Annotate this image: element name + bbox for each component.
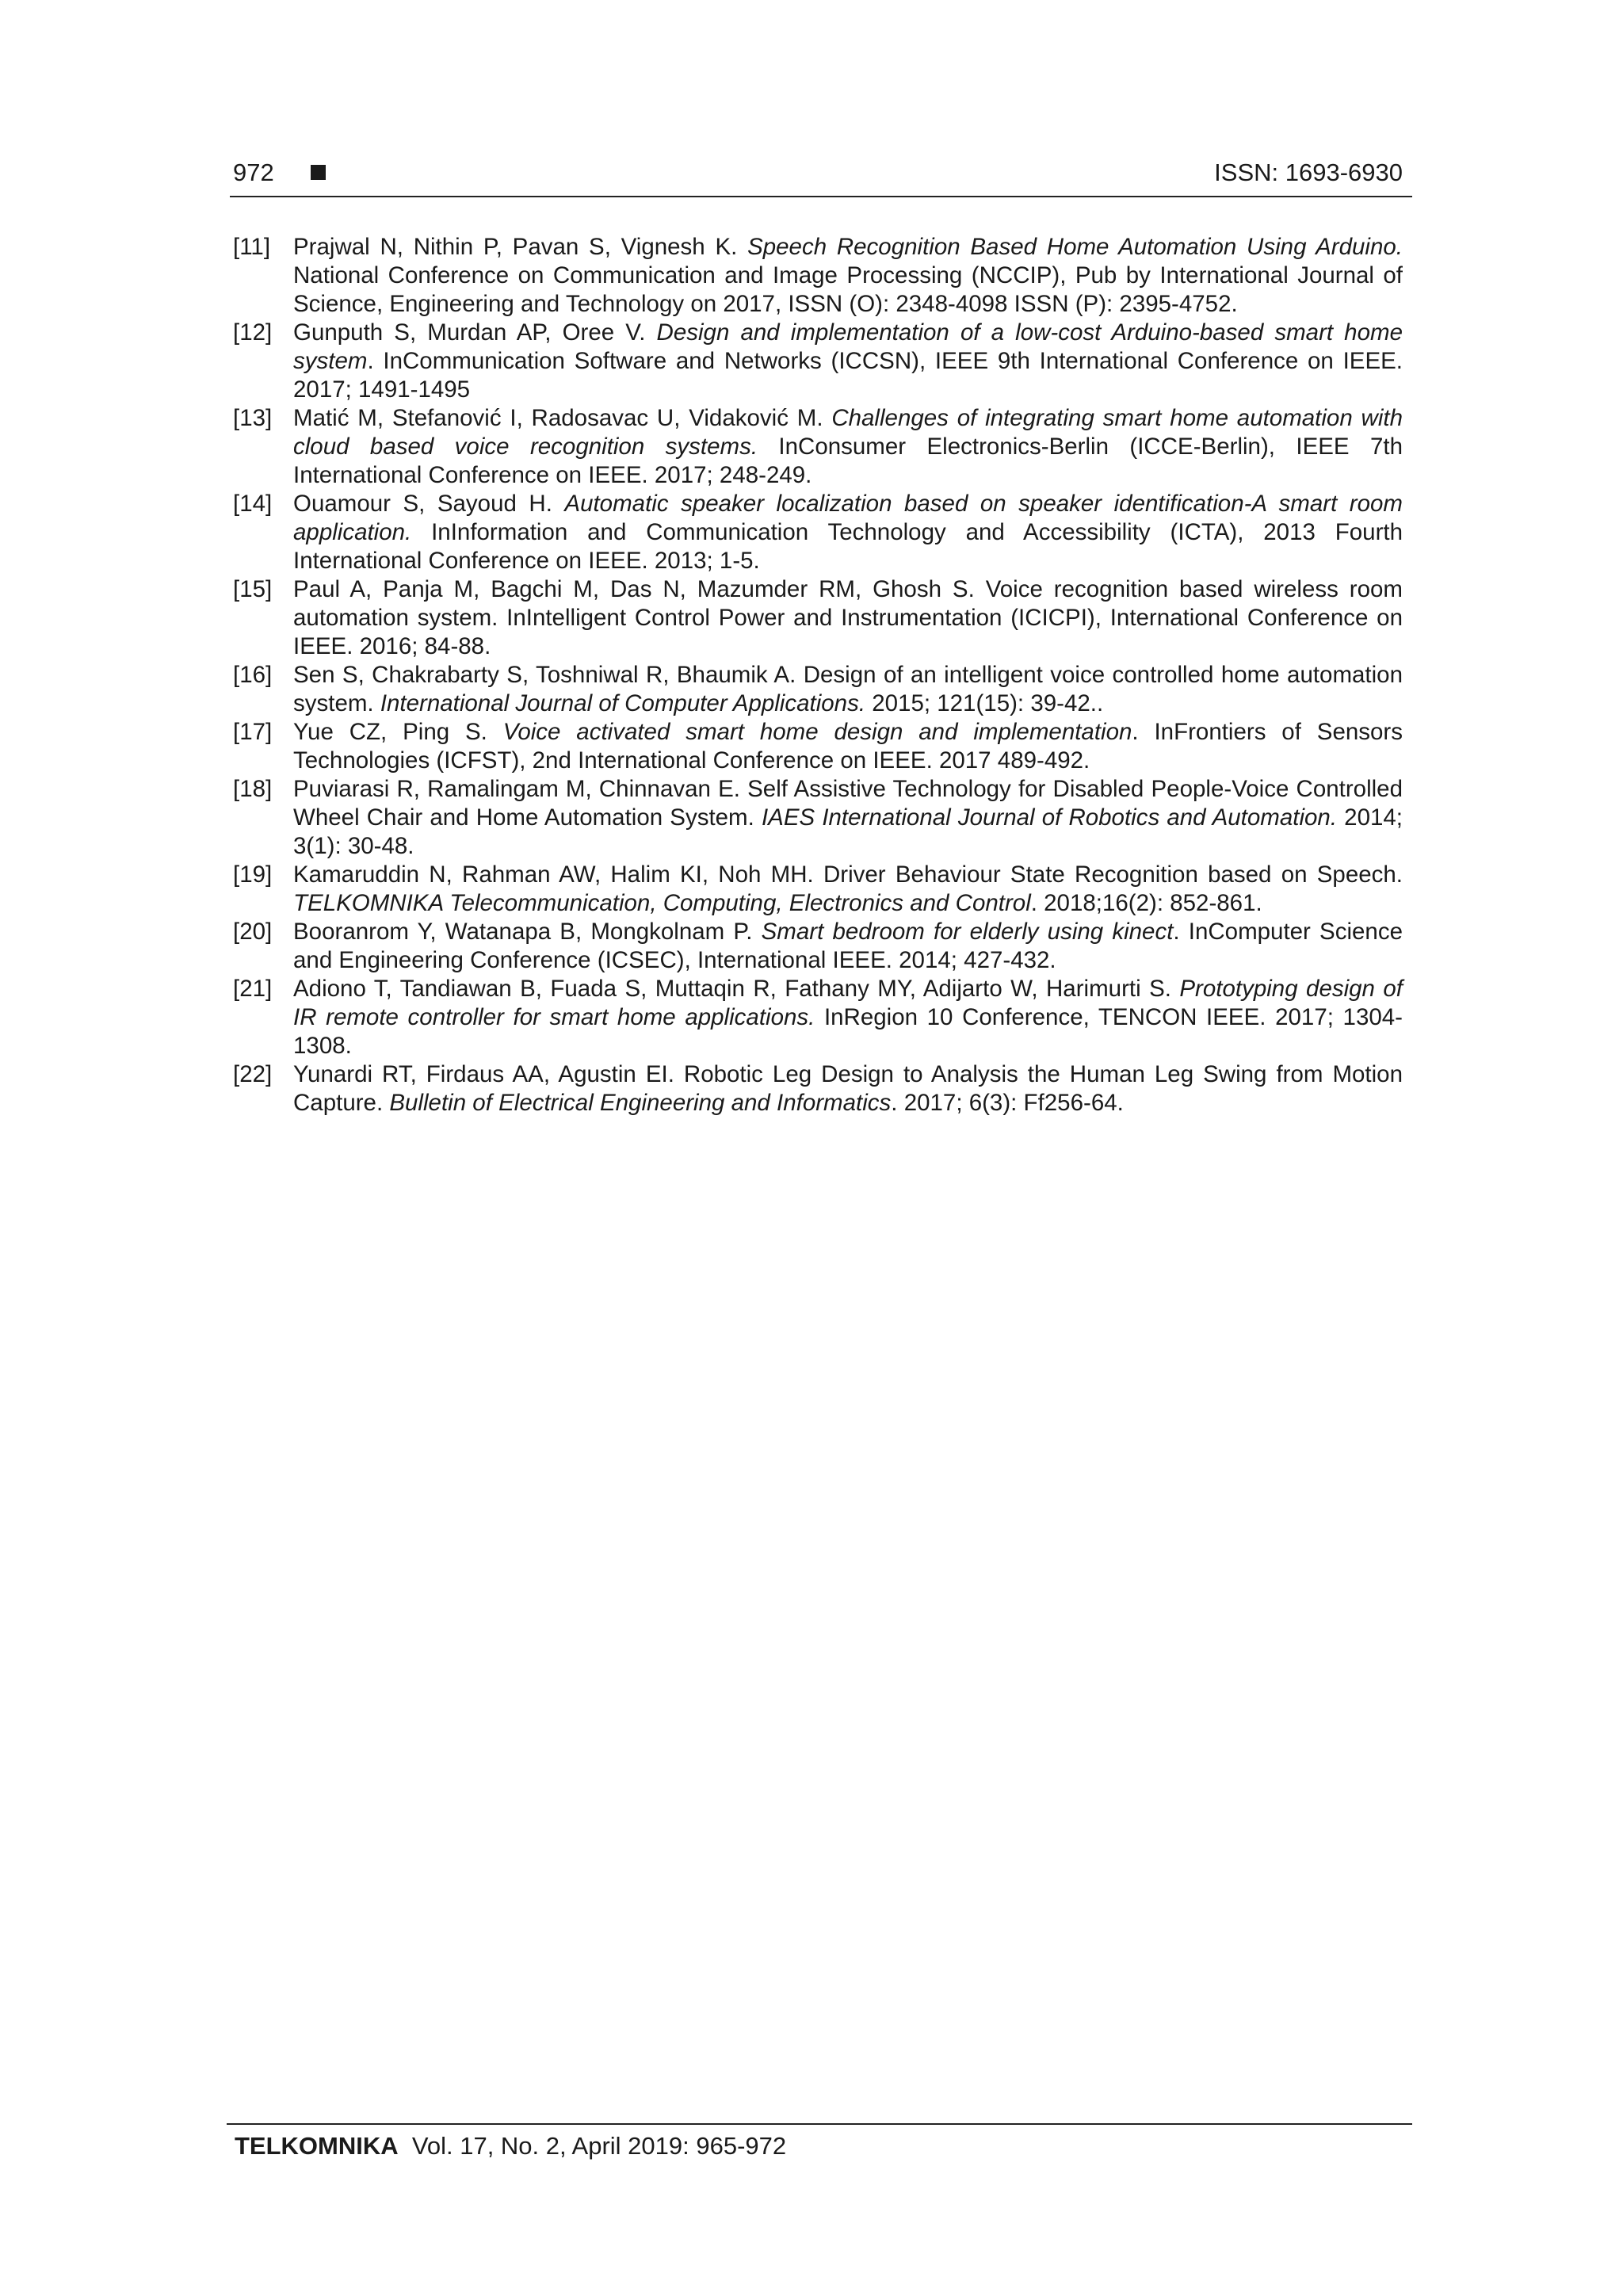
reference-text-segment: Yue CZ, Ping S. xyxy=(293,719,503,745)
reference-item xyxy=(233,918,1403,975)
reference-title-italic: TELKOMNIKA Telecommunication, Computing, Electronics and Control xyxy=(293,890,1031,916)
reference-title-italic: Voice activated smart home design and implementation xyxy=(502,719,1132,745)
reference-text-segment: Gunputh S, Murdan AP, Oree V. xyxy=(293,319,657,346)
issn-label: ISSN: 1693-6930 xyxy=(1214,159,1403,186)
reference-item xyxy=(233,575,1403,661)
reference-title-italic: Automatic speaker localization based on speaker identification-A smart room application. xyxy=(293,491,1403,545)
reference-title-italic: International Journal of Computer Applications. xyxy=(380,690,866,716)
reference-number: [18] xyxy=(233,776,273,802)
reference-text-segment: . InFrontiers of Sensors Technologies (ICFST), 2nd International Conference on IEEE. 2017 489-492. xyxy=(293,719,1403,774)
reference-number: [21] xyxy=(233,976,273,1002)
reference-number: [22] xyxy=(233,1061,273,1087)
reference-text-segment: 2015; 121(15): 39-42.. xyxy=(865,690,1104,716)
reference-text-segment: Ouamour S, Sayoud H. xyxy=(293,491,565,517)
reference-item xyxy=(233,661,1403,718)
reference-text-segment: Prajwal N, Nithin P, Pavan S, Vignesh K. xyxy=(293,234,748,260)
reference-number: [19] xyxy=(233,861,273,888)
page-footer xyxy=(235,2129,786,2164)
square-bullet-icon xyxy=(311,165,326,180)
reference-text xyxy=(293,319,1403,404)
reference-text xyxy=(293,918,1403,975)
page-number: 972 xyxy=(233,159,274,186)
reference-text-segment: Paul A, Panja M, Bagchi M, Das N, Mazumder RM, Ghosh S. Voice recognition based wireless room automation system. InIntelligent Control Power and Instrumentation (ICICPI), International Conference on IEEE. 2016; 84-88. xyxy=(293,576,1403,659)
reference-text xyxy=(293,775,1403,861)
reference-text-segment: InConsumer Electronics-Berlin (ICCE-Berlin), IEEE 7th International Conference on IEEE. 2017; 248-249. xyxy=(293,434,1403,488)
reference-text-segment: . 2017; 6(3): Ff256-64. xyxy=(891,1090,1124,1116)
reference-title-italic: Smart bedroom for elderly using kinect xyxy=(761,919,1174,945)
reference-text-segment: Booranrom Y, Watanapa B, Mongkolnam P. xyxy=(293,919,762,945)
reference-item xyxy=(233,319,1403,404)
reference-text-segment: Puviarasi R, Ramalingam M, Chinnavan E. Self Assistive Technology for Disabled People-Voice Controlled Wheel Chair and Home Automation System. xyxy=(293,776,1403,831)
reference-number: [12] xyxy=(233,319,273,346)
reference-item xyxy=(233,775,1403,861)
reference-text-segment: . InComputer Science and Engineering Conference (ICSEC), International IEEE. 2014; 427-432. xyxy=(293,919,1403,973)
reference-title-italic: IAES International Journal of Robotics and Automation. xyxy=(761,804,1338,831)
reference-text xyxy=(293,1060,1403,1117)
reference-text-segment: Matić M, Stefanović I, Radosavac U, Vidaković M. xyxy=(293,405,832,431)
reference-number: [15] xyxy=(233,576,273,602)
reference-text xyxy=(293,490,1403,575)
reference-text xyxy=(293,575,1403,661)
reference-item xyxy=(233,404,1403,490)
reference-title-italic: Bulletin of Electrical Engineering and Informatics xyxy=(389,1090,892,1116)
reference-text-segment: Yunardi RT, Firdaus AA, Agustin EI. Robotic Leg Design to Analysis the Human Leg Swing from Motion Capture. xyxy=(293,1061,1403,1116)
reference-number: [17] xyxy=(233,719,273,745)
reference-text-segment: Sen S, Chakrabarty S, Toshniwal R, Bhaumik A. Design of an intelligent voice controlled home automation system. xyxy=(293,662,1403,716)
reference-text xyxy=(293,404,1403,490)
reference-number: [13] xyxy=(233,405,273,431)
reference-title-italic: Speech Recognition Based Home Automation Using Arduino. xyxy=(747,234,1403,260)
reference-item xyxy=(233,233,1403,319)
reference-text-segment: InInformation and Communication Technology and Accessibility (ICTA), 2013 Fourth International Conference on IEEE. 2013; 1-5. xyxy=(293,519,1403,574)
reference-text-segment: . 2018;16(2): 852-861. xyxy=(1030,890,1262,916)
reference-text xyxy=(293,233,1403,319)
reference-number: [16] xyxy=(233,662,273,688)
reference-item xyxy=(233,718,1403,775)
reference-title-italic: Design and implementation of a low-cost Arduino-based smart home system xyxy=(293,319,1403,374)
reference-item xyxy=(233,861,1403,918)
reference-text xyxy=(293,718,1403,775)
reference-text xyxy=(293,861,1403,918)
reference-number: [11] xyxy=(233,234,271,260)
reference-number: [14] xyxy=(233,491,273,517)
footer-rule xyxy=(227,2123,1412,2125)
reference-title-italic: Challenges of integrating smart home automation with cloud based voice recognition systems. xyxy=(293,405,1403,460)
reference-title-italic: Prototyping design of IR remote controller for smart home applications. xyxy=(293,976,1403,1030)
reference-number: [20] xyxy=(233,919,273,945)
reference-item xyxy=(233,975,1403,1060)
reference-item xyxy=(233,490,1403,575)
footer-volume-info: Vol. 17, No. 2, April 2019: 965-972 xyxy=(411,2132,787,2160)
reference-list xyxy=(233,233,1403,1117)
reference-text-segment: National Conference on Communication and Image Processing (NCCIP), Pub by International Journal of Science, Engineering and Technology on 2017, ISSN (O): 2348-4098 ISSN (P): 2395-4752. xyxy=(293,262,1403,317)
footer-journal-name: TELKOMNIKA xyxy=(235,2132,399,2160)
reference-text-segment: Kamaruddin N, Rahman AW, Halim KI, Noh MH. Driver Behaviour State Recognition based on Speech. xyxy=(293,861,1403,888)
reference-text-segment: 2014; 3(1): 30-48. xyxy=(293,804,1403,859)
reference-text-segment: InRegion 10 Conference, TENCON IEEE. 2017; 1304-1308. xyxy=(293,1004,1403,1059)
page-header xyxy=(231,155,1412,190)
reference-text-segment: . InCommunication Software and Networks (ICCSN), IEEE 9th International Conference on IEEE. 2017; 1491-1495 xyxy=(293,348,1403,403)
reference-item xyxy=(233,1060,1403,1117)
header-rule xyxy=(230,196,1412,197)
reference-text xyxy=(293,975,1403,1060)
reference-text-segment: Adiono T, Tandiawan B, Fuada S, Muttaqin R, Fathany MY, Adijarto W, Harimurti S. xyxy=(293,976,1180,1002)
reference-text xyxy=(293,661,1403,718)
